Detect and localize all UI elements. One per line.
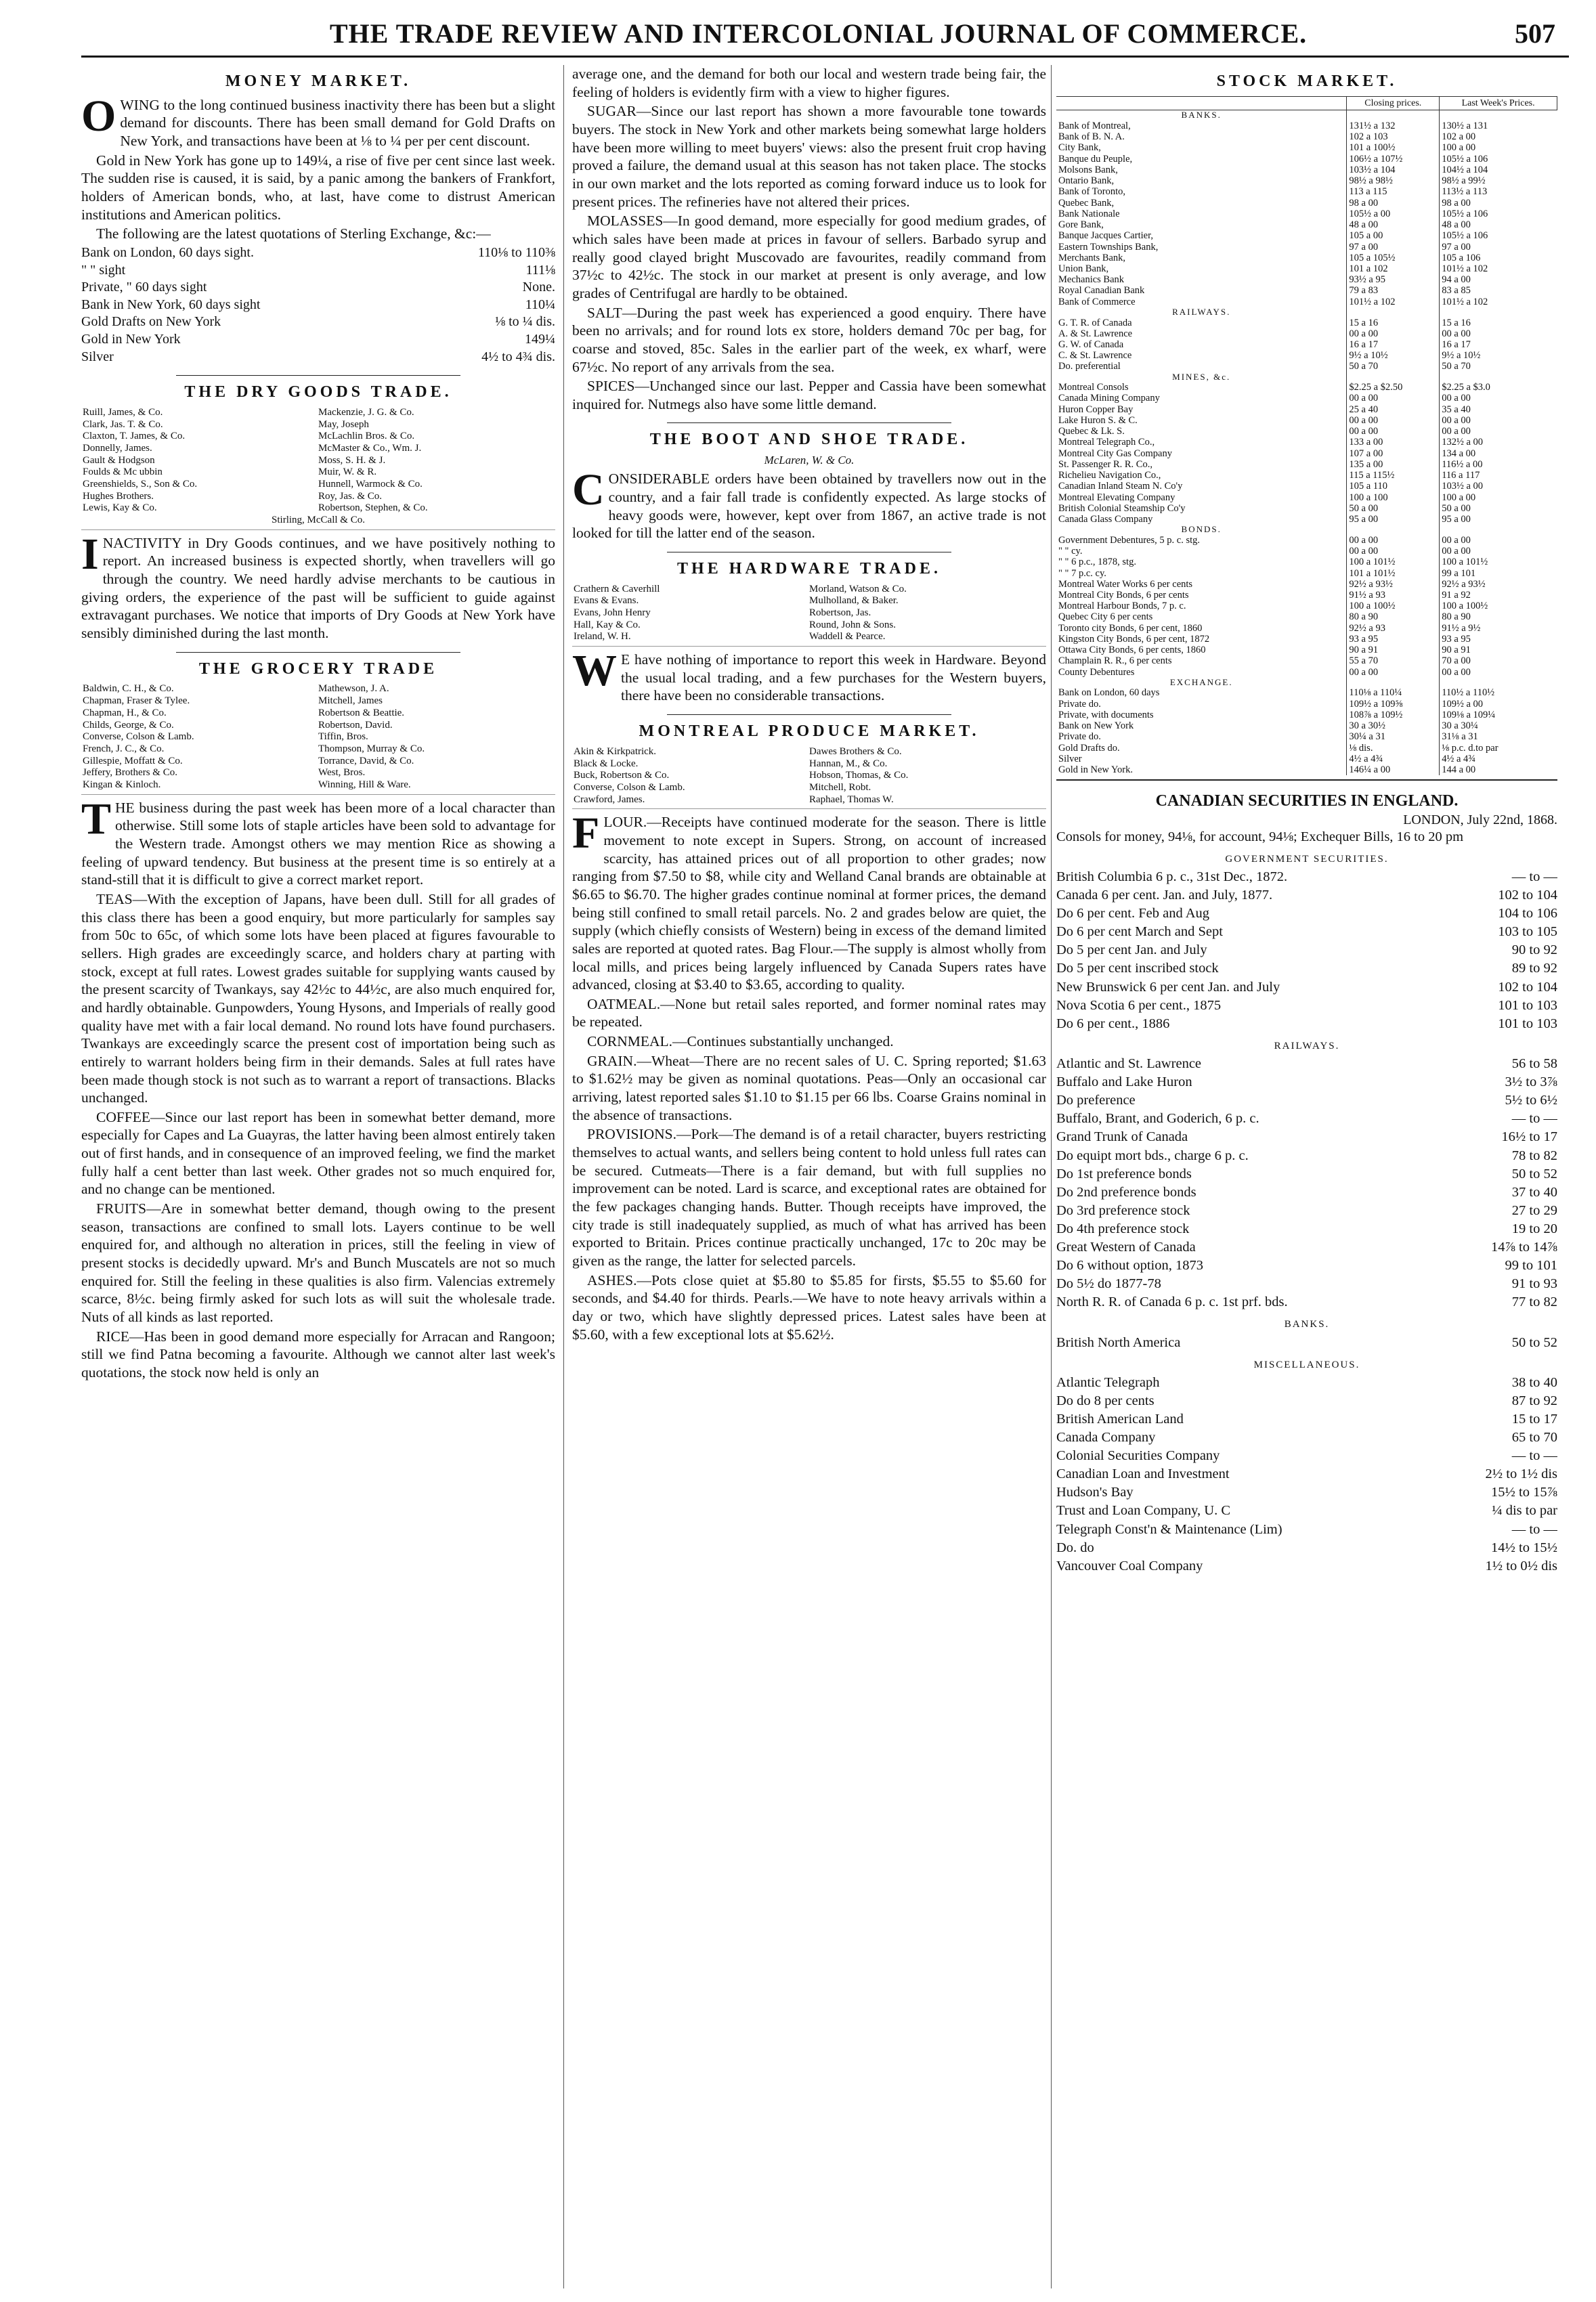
article-paragraph: CONSIDERABLE orders have been obtained by travellers now out in the country, and a fair fall trade is confidently expected. As large stocks of heavy goods were, however, kept over from 1867, an active trade is not looked for till the latter end of the season. (572, 465, 1046, 542)
table-row: Gore Bank, 48 a 00 48 a 00 (1056, 219, 1557, 230)
article-paragraph: SPICES—Unchanged since our last. Pepper and Cassia have been somewhat inquired for. Nutmegs also have some little demand. (572, 378, 1046, 412)
stock-market-title: STOCK MARKET. (1216, 72, 1398, 90)
securities-row: British American Land 15 to 17 (1056, 1412, 1557, 1427)
table-row: Canada Mining Company 00 a 00 00 a 00 (1056, 393, 1557, 404)
table-row: Bank of Montreal, 131½ a 132 130½ a 131 (1056, 121, 1557, 131)
table-row: Montreal Elevating Company 100 a 100 100 a 00 (1056, 492, 1557, 503)
securities-row: Do 2nd preference bonds 37 to 40 (1056, 1184, 1557, 1200)
table-row: Private do. 109½ a 109⅝ 109½ a 00 (1056, 699, 1557, 710)
table-row: Government Debentures, 5 p. c. stg. 00 a 00 00 a 00 (1056, 535, 1557, 546)
table-row: " " 7 p.c. cy. 101 a 101½ 99 a 101 (1056, 568, 1557, 579)
table-group-heading: BANKS. (1056, 110, 1557, 121)
table-row: Bank of Toronto, 113 a 115 113½ a 113 (1056, 186, 1557, 197)
securities-row: Do 6 per cent., 1886 101 to 103 (1056, 1016, 1557, 1031)
column-rule (1051, 65, 1052, 2288)
article-paragraph: SALT—During the past week has experienced a good enquiry. There have been no arrivals; and for round lots ex store, holders demand 70c per bag, for coarse and stoved, 85c. Sales in the earlier part of the week, ex wharf, were 67½c. No report of any arrivals from the sea. (572, 304, 1046, 375)
table-row: Ottawa City Bonds, 6 per cents, 1860 90 a 91 90 a 91 (1056, 645, 1557, 655)
securities-row: Canadian Loan and Investment 2½ to 1½ dis (1056, 1467, 1557, 1482)
article-paragraph: PROVISIONS.—Pork—The demand is of a retail character, buyers restricting themselves to actual wants, and sellers being content to hold unless full rates can be secured. Cutmeats—There is a fair demand, but with full supplies no improvement can be noted. Lard is scarce, and exceptional rates are obtained for the few packages changing hands. Butter. Though receipts have improved, the city trade is still inadequately supplied, as much of what has arrived has been exported to Britain. Prices continue practically unchanged, 17c to 20c may be given as the range, the latter for selected parcels. (572, 1126, 1046, 1269)
quote-row: Bank on London, 60 days sight. 110⅛ to 110⅜ (81, 245, 555, 260)
table-row: Montreal Consols $2.25 a $2.50 $2.25 a $3.0 (1056, 382, 1557, 393)
table-row: G. W. of Canada 16 a 17 16 a 17 (1056, 339, 1557, 350)
securities-row: Nova Scotia 6 per cent., 1875 101 to 103 (1056, 997, 1557, 1013)
securities-heading: GOVERNMENT SECURITIES. (1225, 853, 1389, 865)
article-paragraph: The following are the latest quotations of Sterling Exchange, &c:— (96, 225, 491, 242)
article-paragraph: ASHES.—Pots close quiet at $5.80 to $5.85 for firsts, $5.55 to $5.60 for seconds, and $4.40 for thirds. Pearls.—We have to note heavy arrivals within a day or two, which have slightly depressed prices. Latest sales have been at $5.60, with a few exceptional lots at $5.62½. (572, 1272, 1046, 1343)
article-paragraph: FLOUR.—Receipts have continued moderate for the season. There is little movement to note except in Supers. Strong, on account of increased scarcity, has attained prices out of all proportion to other grades; now ranging from $7.50 to $8, while city and Welland Canal brands are obtainable at $6.65 to $6.70. The higher grades continue nominal at former prices, the demand being still confined to small retail parcels. No. 2 and grades below are quiet, the supply (which chiefly consists of Western) being in excess of the demand limited sales are reported at quoted rates. Bag Flour.—The supply is almost wholly from local mills, and prices being largely influenced by Canada Supers rates have advanced, closing at $3.40 to $3.65, according to quality. (572, 808, 1046, 993)
table-group-heading: RAILWAYS. (1056, 307, 1557, 318)
table-row: Merchants Bank, 105 a 105½ 105 a 106 (1056, 253, 1557, 263)
securities-row: Atlantic and St. Lawrence 56 to 58 (1056, 1056, 1557, 1072)
securities-row: Do 6 per cent March and Sept 103 to 105 (1056, 924, 1557, 940)
column-1 (81, 65, 555, 2288)
table-row: " " cy. 00 a 00 00 a 00 (1056, 546, 1557, 557)
article-paragraph: W E have nothing of importance to report this week in Hardware. Beyond the usual local trading, and a few purchases for the Western buyers, there have been no considerable transactions. (572, 646, 1046, 704)
securities-row: Do 6 per cent. Feb and Aug 104 to 106 (1056, 906, 1557, 921)
table-row: Do. preferential 50 a 70 50 a 70 (1056, 361, 1557, 372)
table-row: Bank of Commerce 101½ a 102 101½ a 102 (1056, 297, 1557, 307)
produce-market-title: MONTREAL PRODUCE MARKET. (639, 722, 980, 741)
table-row: Quebec City 6 per cents 80 a 90 80 a 90 (1056, 611, 1557, 622)
journal-title: THE TRADE REVIEW AND INTERCOLONIAL JOURNAL OF COMMERCE. (329, 18, 1308, 49)
securities-row: Great Western of Canada 14⅞ to 14⅞ (1056, 1239, 1557, 1255)
column-header (1056, 96, 1347, 110)
table-row: Toronto city Bonds, 6 per cent, 1860 92½ a 93 91½ a 9½ (1056, 623, 1557, 634)
money-market-body (81, 91, 555, 366)
table-row: Silver 4½ a 4¾ 4½ a 4¾ (1056, 754, 1557, 764)
table-row: Montreal City Bonds, 6 per cents 91½ a 93 91 a 92 (1056, 590, 1557, 601)
section-divider (176, 652, 460, 653)
article-paragraph: SUGAR—Since our last report has shown a more favourable tone towards buyers. The stock in New York and other markets being somewhat large holders have been more willing to meet buyers' views: also the present fruit crop having proved a failure, the demand usual at this season has not taken place. The stocks in our own market and the lots reported as coming forward induce us to look for present prices. The refineries have not altered their prices. (572, 103, 1046, 210)
table-row: Banque du Peuple, 106½ a 107½ 105½ a 106 (1056, 154, 1557, 165)
table-row: Montreal Water Works 6 per cents 92½ a 93½ 92½ a 93½ (1056, 579, 1557, 590)
boot-shoe-title: THE BOOT AND SHOE TRADE. (649, 431, 969, 449)
table-row: County Debentures 00 a 00 00 a 00 (1056, 667, 1557, 678)
securities-row: Canada 6 per cent. Jan. and July, 1877. 102 to 104 (1056, 888, 1557, 903)
quote-row: Private, " 60 days sight None. (81, 280, 555, 295)
article-paragraph: OWING to the long continued business inactivity there has been but a slight demand for discounts. There has been small demand for Gold Drafts on New York, and transactions have been at ⅛ to ¼ per per cent discount. (81, 91, 555, 150)
article-paragraph: THE business during the past week has been more of a local character than otherwise. Still some lots of staple articles have been sold to advantage for the Western trade. Amongst others we may mention Rice as showing a feeling of upward tendency. But business at the present time is so entirely at a stand-still that it is difficult to give a correct market report. (81, 794, 555, 888)
table-row: Richelieu Navigation Co., 115 a 115½ 116 a 117 (1056, 470, 1557, 481)
table-group-heading: MINES, &c. (1056, 372, 1557, 383)
securities-row: Trust and Loan Company, U. C ¼ dis to par (1056, 1503, 1557, 1519)
securities-row: Do 5 per cent Jan. and July 90 to 92 (1056, 942, 1557, 958)
stock-market (1056, 72, 1557, 781)
securities-sections (1056, 853, 1557, 1576)
table-row: Gold in New York. 146¼ a 00 144 a 00 (1056, 764, 1557, 775)
securities-row: British North America 50 to 52 (1056, 1334, 1557, 1350)
firm-list: Akin & Kirkpatrick. Dawes Brothers & Co. Black & Locke. Hannan, M., & Co. Buck, Robertson & Co. Hobson, Thomas, & Co. Converse, Colson & Lamb. Mitchell, Robt. Crawford, James. Raphael, Thomas W. (572, 746, 1046, 809)
dateline: LONDON, July 22nd, 1868. (1403, 812, 1557, 828)
money-market-title: MONEY MARKET. (225, 72, 412, 90)
column-header: Closing prices. (1347, 96, 1440, 110)
section-divider (667, 714, 951, 715)
table-row: Private, with documents 108⅞ a 109½ 109⅛ a 109¼ (1056, 710, 1557, 720)
article-paragraph: RICE—Has been in good demand more especially for Arracan and Rangoon; still we find Patna becoming a favourite. Although we cannot alter last week's quotations, the stock now held is only an (81, 1328, 555, 1381)
securities-row: Telegraph Const'n & Maintenance (Lim) — to — (1056, 1521, 1557, 1537)
consols-note: Consols for money, 94⅛, for account, 94⅛; Exchequer Bills, 16 to 20 pm (1056, 829, 1464, 844)
quote-row: Bank in New York, 60 days sight 110¼ (81, 297, 555, 312)
securities-row: Do do 8 per cents 87 to 92 (1056, 1393, 1557, 1409)
article-paragraph: CORNMEAL.—Continues substantially unchanged. (587, 1033, 894, 1050)
drop-cap: T (81, 794, 112, 844)
table-row: " " 6 p.c., 1878, stg. 100 a 101½ 100 a 101½ (1056, 557, 1557, 567)
table-row: Canada Glass Company 95 a 00 95 a 00 (1056, 514, 1557, 525)
table-row: St. Passenger R. R. Co., 135 a 00 116½ a 00 (1056, 459, 1557, 470)
securities-row: Hudson's Bay 15½ to 15⅞ (1056, 1485, 1557, 1500)
table-row: Montreal Telegraph Co., 133 a 00 132½ a 00 (1056, 437, 1557, 448)
column-rule (563, 65, 564, 2288)
table-row: Royal Canadian Bank 79 a 83 83 a 85 (1056, 285, 1557, 296)
table-row: Montreal Harbour Bonds, 7 p. c. 100 a 100½ 100 a 100½ (1056, 601, 1557, 611)
securities-row: Vancouver Coal Company 1½ to 0½ dis (1056, 1558, 1557, 1573)
securities-row: Do 4th preference stock 19 to 20 (1056, 1221, 1557, 1236)
table-group-heading: BONDS. (1056, 525, 1557, 535)
page-number: 507 (1515, 18, 1555, 49)
table-row: Huron Copper Bay 25 a 40 35 a 40 (1056, 404, 1557, 415)
canadian-securities-title: CANADIAN SECURITIES IN ENGLAND. (1155, 792, 1459, 810)
table-row: Quebec & Lk. S. 00 a 00 00 a 00 (1056, 426, 1557, 437)
securities-row: British Columbia 6 p. c., 31st Dec., 1872. — to — (1056, 869, 1557, 885)
head-rule (81, 56, 1569, 58)
article-paragraph: TEAS—With the exception of Japans, have been dull. Still for all grades of this class there has been a good enquiry, but more particularly for samples say from 50c to 65c, of which some lots have been placed at figures favourable to sellers. High grades are exceedingly scarce, and holders chary at parting with stock, except at full rates. Lowest grades suitable for supplying wants caused by the present scarcity of Twankays, say 42½c to 44½c, are also much enquired for, and hardly obtainable. Gunpowders, Young Hysons, and Imperials of really good quality have met with a fair local demand. No round lots have found purchasers. Twankays are exceedingly scarce the present cost of importation being such as entirely to warrant holders being firm in their demands. Sales at full rates have been made though stock is not such as to warrant a report of transactions. Blacks unchanged. (81, 890, 555, 1106)
drop-cap: W (572, 646, 617, 696)
article-paragraph: OATMEAL.—None but retail sales reported, and former nominal rates may be repeated. (572, 995, 1046, 1030)
table-row: Private do. 30¼ a 31 31⅛ a 31 (1056, 731, 1557, 742)
firm-list: Crathern & Caverhill Morland, Watson & Co. Evans & Evans. Mulholland, & Baker. Evans, John Henry Robertson, Jas. Hall, Kay & Co. Round, John & Sons. Ireland, W. H. Waddell & Pearce. (572, 584, 1046, 647)
securities-row: Do 5½ do 1877-78 91 to 93 (1056, 1276, 1557, 1291)
securities-row: Atlantic Telegraph 38 to 40 (1056, 1375, 1557, 1391)
table-row: Canadian Inland Steam N. Co'y 105 a 110 103½ a 00 (1056, 481, 1557, 492)
table-row: Kingston City Bonds, 6 per cent, 1872 93 a 95 93 a 95 (1056, 634, 1557, 645)
table-row: A. & St. Lawrence 00 a 00 00 a 00 (1056, 328, 1557, 339)
table-row: Mechanics Bank 93½ a 95 94 a 00 (1056, 274, 1557, 285)
drop-cap: C (572, 465, 605, 515)
quote-row: Gold Drafts on New York ⅛ to ¼ dis. (81, 314, 555, 330)
securities-row: Do 3rd preference stock 27 to 29 (1056, 1202, 1557, 1218)
quote-row: Silver 4½ to 4¾ dis. (81, 349, 555, 364)
firm-list: Baldwin, C. H., & Co. Mathewson, J. A. Chapman, Fraser & Tylee. Mitchell, James Chapman, H., & Co. Robertson & Beattie. Childs, George, & Co. Robertson, David. Converse, Colson & Lamb. Tiffin, Bros. French, J. C., & Co. Thompson, Murray & Co. Gillespie, Moffatt & Co. Torrance, David, & Co. Jeffery, Brothers & Co. West, Bros. Kingan & Kinloch. Winning, Hill & Ware. (81, 683, 555, 794)
column-3 (1056, 65, 1557, 2288)
table-row: Gold Drafts do. ⅛ dis. ⅛ p.c. d.to par (1056, 743, 1557, 754)
table-row: Bank Nationale 105½ a 00 105½ a 106 (1056, 209, 1557, 219)
article-paragraph: COFFEE—Since our last report has been in somewhat better demand, more especially for Capes and La Guayras, the latter having been almost entirely taken out of first hands, and in consequence of an improved feeling, we find the market fully half a cent better than last week. Other grades not so much enquired for, and no change can be mentioned. (81, 1108, 555, 1198)
drop-cap: O (81, 91, 116, 141)
table-row: City Bank, 101 a 100½ 100 a 00 (1056, 142, 1557, 153)
drop-cap: F (572, 808, 600, 859)
article-paragraph: MOLASSES—In good demand, more especially for good medium grades, of which sales have been made at prices in favour of sellers. Barbado syrup and really good clayed bright Muscovado are favourites, readily command from 37½c to 42½c. The stock in our market at present is only average, and low grades of Centrifugal are hardly to be obtained. (572, 213, 1046, 301)
boot-shoe-firm: McLaren, W. & Co. (764, 454, 855, 467)
article-paragraph: INACTIVITY in Dry Goods continues, and we have positively nothing to report. An increased business is expected shortly, when travellers will go through the country. We need hardly advise merchants to be cautious in giving orders, the experience of the past will be sufficient to guide against extravagant purchases. We notice that imports of Dry Goods at New York have sensibly diminished during the last month. (81, 529, 555, 642)
securities-row: Do 1st preference bonds 50 to 52 (1056, 1166, 1557, 1181)
stock-table (1056, 96, 1557, 776)
securities-row: Do preference 5½ to 6½ (1056, 1093, 1557, 1108)
table-row: G. T. R. of Canada 15 a 16 15 a 16 (1056, 318, 1557, 328)
securities-row: Buffalo and Lake Huron 3½ to 3⅞ (1056, 1074, 1557, 1090)
table-row: Champlain R. R., 6 per cents 55 a 70 70 a 00 (1056, 655, 1557, 666)
quote-row: Gold in New York 149¼ (81, 331, 555, 347)
securities-row: Buffalo, Brant, and Goderich, 6 p. c. — to — (1056, 1111, 1557, 1127)
table-row: Banque Jacques Cartier, 105 a 00 105½ a 106 (1056, 230, 1557, 241)
securities-heading: MISCELLANEOUS. (1253, 1359, 1360, 1370)
securities-heading: RAILWAYS. (1274, 1040, 1340, 1051)
securities-row: Grand Trunk of Canada 16½ to 17 (1056, 1129, 1557, 1145)
firm-list: Ruill, James, & Co. Mackenzie, J. G. & Co. Clark, Jas. T. & Co. May, Joseph Claxton, T. James, & Co. McLachlin Bros. & Co. Donnelly, James. McMaster & Co., Wm. J. Gault & Hodgson Moss, S. H. & J. Foulds & Mc ubbin Muir, W. & R. Greenshields, S., Son & Co. Hunnell, Warmock & Co. Hughes Brothers. Roy, Jas. & Co. Lewis, Kay & Co. Robertson, Stephen, & Co. Stirling, McCall & Co. (81, 407, 555, 530)
exchange-quotes (81, 244, 555, 366)
article-paragraph: average one, and the demand for both our local and western trade being fair, the feeling of holders is evidently firm with a view to higher figures. (572, 66, 1046, 100)
table-row: Eastern Townships Bank, 97 a 00 97 a 00 (1056, 242, 1557, 253)
column-header: Last Week's Prices. (1440, 96, 1557, 110)
table-row: Molsons Bank, 103½ a 104 104½ a 104 (1056, 165, 1557, 175)
dry-goods-title: THE DRY GOODS TRADE. (184, 383, 452, 401)
section-divider (667, 422, 951, 423)
article-paragraph: Gold in New York has gone up to 149¼, a rise of five per cent since last week. The sudden rise is caused, it is said, by a panic among the bankers of Frankfort, holders of American bonds, who, at last, have come to distrust American institutions and American politics. (81, 152, 555, 223)
securities-row: North R. R. of Canada 6 p. c. 1st prf. bds. 77 to 82 (1056, 1294, 1557, 1309)
table-row: Montreal City Gas Company 107 a 00 134 a 00 (1056, 448, 1557, 459)
grocery-title: THE GROCERY TRADE (198, 659, 438, 678)
table-row: C. & St. Lawrence 9½ a 10½ 9½ a 10½ (1056, 350, 1557, 361)
table-row: Bank on London, 60 days 110⅛ a 110¼ 110½ a 110½ (1056, 687, 1557, 698)
table-row: British Colonial Steamship Co'y 50 a 00 50 a 00 (1056, 503, 1557, 514)
securities-row: Canada Company 65 to 70 (1056, 1430, 1557, 1446)
article-paragraph: GRAIN.—Wheat—There are no recent sales of U. C. Spring reported; $1.63 to $1.62½ may be given as nominal quotations. Peas—Only an occasional car arriving, latest reported sales $1.10 to $1.15 per 66 lbs. Coarse Grains nominal in the absence of transactions. (572, 1052, 1046, 1123)
securities-heading: BANKS. (1284, 1318, 1330, 1330)
table-row: Bank of B. N. A. 102 a 103 102 a 00 (1056, 131, 1557, 142)
quote-row: " " sight 111⅛ (81, 262, 555, 278)
table-row: Ontario Bank, 98½ a 98½ 98½ a 99½ (1056, 175, 1557, 186)
hardware-title: THE HARDWARE TRADE. (677, 559, 941, 578)
securities-row: Colonial Securities Company — to — (1056, 1448, 1557, 1464)
securities-row: Do equipt mort bds., charge 6 p. c. 78 to 82 (1056, 1148, 1557, 1163)
table-row: Quebec Bank, 98 a 00 98 a 00 (1056, 198, 1557, 209)
column-2 (572, 65, 1046, 2288)
table-row: Union Bank, 101 a 102 101½ a 102 (1056, 263, 1557, 274)
article-paragraph: FRUITS—Are in somewhat better demand, though owing to the present season, transactions are confined to small lots. Layers continue to be well enquired for, and although no alteration in prices, still the feeling in view of present stocks is decidedly upward. Mr's and Bunch Muscatels are not so much enquired for. Still the feeling in these qualities is also firm. Valencias extremely scarce, 8½c. being firmly asked for such lots as will suit the wholesale trade. Nuts of all kinds as last reported. (81, 1200, 555, 1326)
securities-row: Do 5 per cent inscribed stock 89 to 92 (1056, 961, 1557, 976)
securities-row: Do 6 without option, 1873 99 to 101 (1056, 1257, 1557, 1273)
table-row: Bank on New York 30 a 30½ 30 a 30¼ (1056, 720, 1557, 731)
securities-row: New Brunswick 6 per cent Jan. and July 102 to 104 (1056, 979, 1557, 995)
table-row: Lake Huron S. & C. 00 a 00 00 a 00 (1056, 415, 1557, 426)
table-group-heading: EXCHANGE. (1056, 678, 1557, 688)
securities-row: Do. do 14½ to 15½ (1056, 1540, 1557, 1555)
drop-cap: I (81, 529, 99, 579)
section-divider (176, 375, 460, 376)
